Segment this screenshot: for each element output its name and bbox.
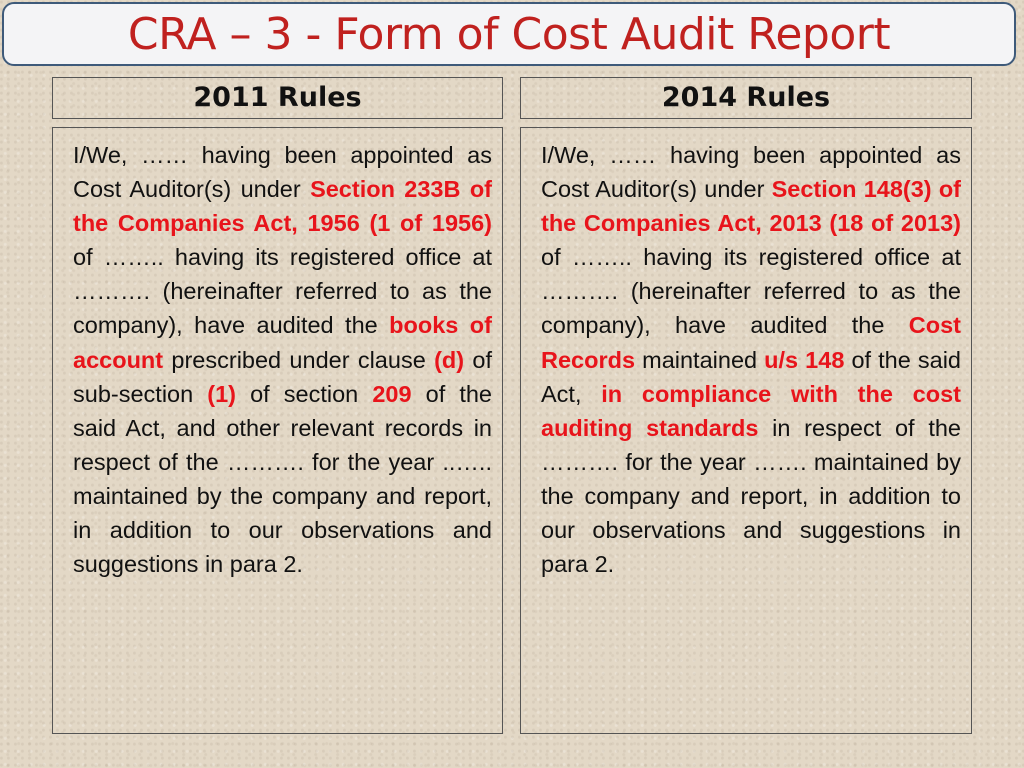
body-text: of section xyxy=(236,380,373,407)
rule-text-2014 xyxy=(541,138,961,581)
column-header-2014: 2014 Rules xyxy=(520,77,972,119)
body-text: in respect of the ………. for the year ……. maintained by the company and report, in addition to our observations and suggestions in para 2. xyxy=(541,414,961,578)
column-body-2011 xyxy=(52,127,503,734)
body-text: of …….. having its registered office at ………. (hereinafter referred to as the company), have audited the xyxy=(541,244,961,339)
body-text: I/We, …… having been appointed as Cost Auditor(s) under xyxy=(73,142,492,203)
body-text: of sub-section xyxy=(73,346,492,407)
highlighted-text: Cost Records xyxy=(541,312,961,373)
highlighted-text: 209 xyxy=(372,380,412,407)
highlighted-text: books of account xyxy=(73,312,492,373)
body-text: of the said Act, xyxy=(541,346,961,407)
body-text: maintained xyxy=(635,346,765,373)
rule-text-2011 xyxy=(73,138,492,581)
body-text: of …….. having its registered office at ………. (hereinafter referred to as the company), have audited the xyxy=(73,244,492,339)
column-header-2011: 2011 Rules xyxy=(52,77,503,119)
highlighted-text: in compliance with the cost auditing standards xyxy=(541,380,962,441)
body-text: prescribed under clause xyxy=(163,346,435,373)
title-bar xyxy=(2,2,1016,66)
body-text: I/We, …… having been appointed as Cost Auditor(s) under xyxy=(541,142,961,203)
highlighted-text: (1) xyxy=(207,380,236,407)
column-body-2014 xyxy=(520,127,972,734)
highlighted-text: Section 233B of the Companies Act, 1956 (1 of 1956) xyxy=(73,176,493,237)
highlighted-text: (d) xyxy=(434,346,465,373)
page-title: CRA – 3 - Form of Cost Audit Report xyxy=(127,9,891,60)
highlighted-text: u/s 148 xyxy=(764,346,845,373)
body-text: of the said Act, and other relevant records in respect of the ………. for the year ..….. maintained by the company and report, in addition to our observations and suggestions in para 2. xyxy=(73,380,492,578)
highlighted-text: Section 148(3) of the Companies Act, 2013 (18 of 2013) xyxy=(541,176,962,237)
